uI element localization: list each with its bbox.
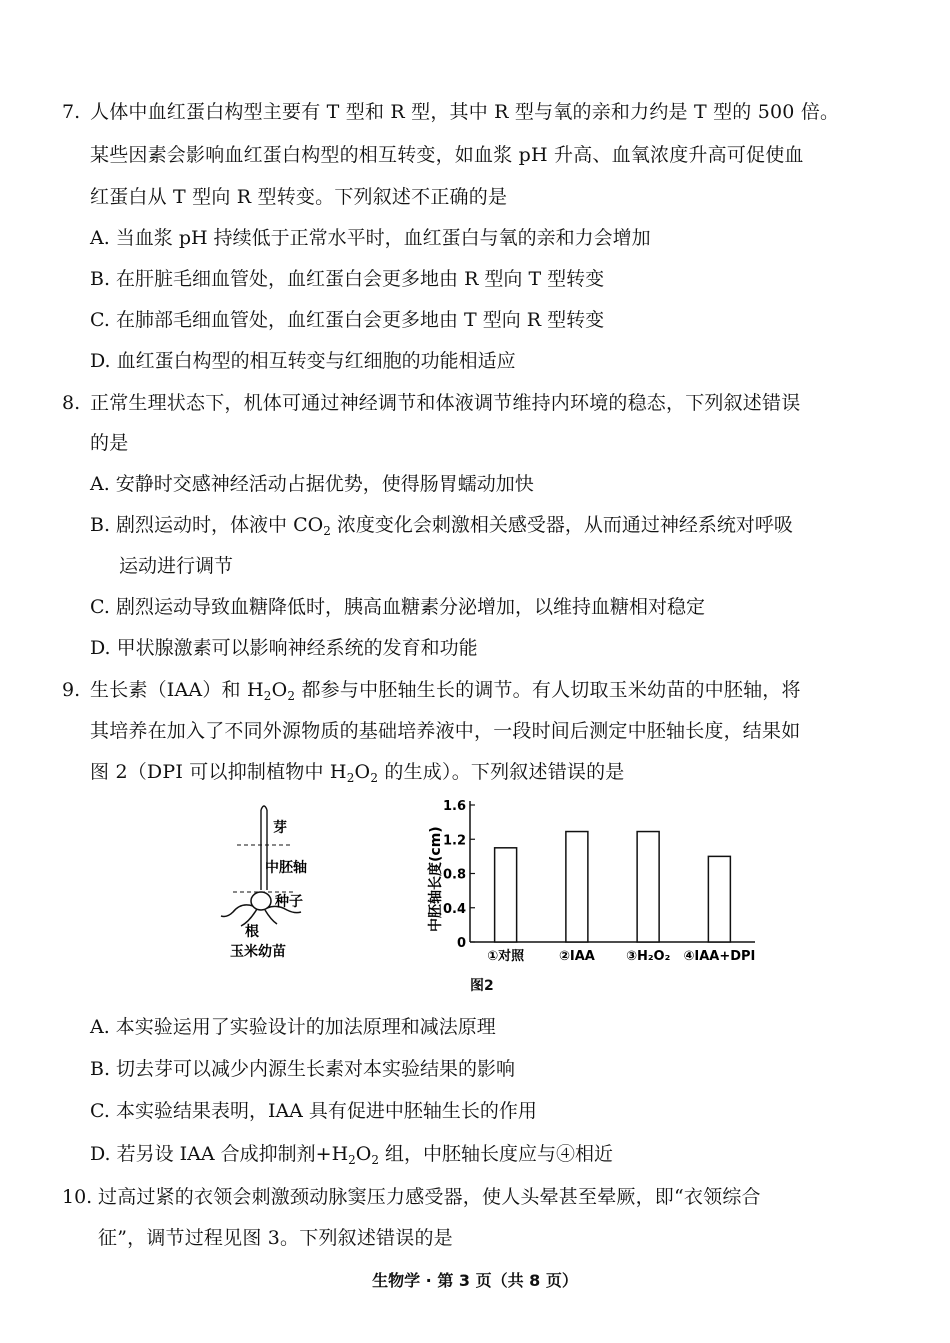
question-10-line-1: 过高过紧的衣领会刺激颈动脉窦压力感受器，使人头晕甚至晕厥，即“衣领综合	[98, 1186, 761, 1208]
question-10-number: 10.	[62, 1186, 93, 1208]
y-axis-title: 中胚轴长度(cm)	[428, 826, 444, 932]
question-9-option-d: D. 若另设 IAA 合成抑制剂$+H_2O_2$ 组，中胚轴长度应与④相近	[90, 1143, 614, 1167]
question-9-option-a: A. 本实验运用了实验设计的加法原理和减法原理	[90, 1016, 496, 1038]
question-9-line-3: 图 2（DPI 可以抑制植物中 $H_2O_2$ 的生成）。下列叙述错误的是	[90, 761, 625, 785]
bud-label: 芽	[273, 820, 287, 836]
question-10-line-2: 征”，调节过程见图 3。下列叙述错误的是	[98, 1227, 453, 1249]
y-tick-label: 0	[456, 936, 466, 951]
bar-4	[708, 856, 730, 942]
question-9-line-2: 其培养在加入了不同外源物质的基础培养液中，一段时间后测定中胚轴长度，结果如	[90, 720, 801, 742]
corn-seedling-diagram	[215, 800, 335, 970]
question-7-line-3: 红蛋白从 T 型向 R 型转变。下列叙述不正确的是	[90, 186, 508, 208]
question-9-option-c: C. 本实验结果表明，IAA 具有促进中胚轴生长的作用	[90, 1100, 537, 1122]
root-label: 根	[245, 924, 259, 940]
figure-2-caption: 图2	[470, 978, 494, 994]
mesocotyl-length-bar-chart	[418, 792, 768, 992]
question-8-number: 8.	[62, 392, 81, 414]
question-7-number: 7.	[62, 101, 81, 123]
page-footer: 生物学 · 第 3 页（共 8 页）	[372, 1271, 578, 1290]
chart-bars	[495, 832, 731, 942]
seed-label: 种子	[275, 894, 303, 910]
bar-3	[637, 832, 659, 942]
category-label-1: ①对照	[487, 949, 525, 964]
question-7-option-d: D. 血红蛋白构型的相互转变与红细胞的功能相适应	[90, 350, 516, 372]
y-tick-label: 1.6	[442, 799, 466, 814]
bar-2	[566, 832, 588, 942]
question-8-option-c: C. 剧烈运动导致血糖降低时，胰高血糖素分泌增加，以维持血糖相对稳定	[90, 596, 705, 618]
question-7-option-b: B. 在肝脏毛细血管处，血红蛋白会更多地由 R 型向 T 型转变	[90, 268, 605, 290]
category-label-3: ③H₂O₂	[625, 949, 671, 964]
question-8-option-a: A. 安静时交感神经活动占据优势，使得肠胃蠕动加快	[90, 473, 534, 495]
question-9-option-b: B. 切去芽可以减少内源生长素对本实验结果的影响	[90, 1058, 516, 1080]
question-7-line-2: 某些因素会影响血红蛋白构型的相互转变，如血浆 pH 升高、血氧浓度升高可促使血	[90, 144, 804, 166]
category-label-2: ②IAA	[558, 949, 595, 964]
question-7-option-a: A. 当血浆 pH 持续低于正常水平时，血红蛋白与氧的亲和力会增加	[90, 227, 651, 249]
question-8-option-b-continued: 运动进行调节	[119, 555, 234, 577]
question-8-option-d: D. 甲状腺激素可以影响神经系统的发育和功能	[90, 637, 478, 659]
seedling-caption: 玉米幼苗	[230, 944, 286, 960]
mesocotyl-label: 中胚轴	[265, 860, 307, 876]
question-8-option-b: B. 剧烈运动时，体液中 $CO_2$ 浓度变化会刺激相关感受器，从而通过神经系统对呼吸	[90, 514, 793, 538]
question-8-line-1: 正常生理状态下，机体可通过神经调节和体液调节维持内环境的稳态，下列叙述错误	[90, 392, 801, 414]
y-tick-label: 1.2	[442, 833, 466, 849]
question-9-line-1: 生长素（IAA）和 $H_2O_2$ 都参与中胚轴生长的调节。有人切取玉米幼苗的中胚轴，将	[90, 679, 801, 703]
question-7-line-1: 人体中血红蛋白构型主要有 T 型和 R 型，其中 R 型与氧的亲和力约是 T 型的 500 倍。	[90, 101, 840, 123]
y-tick-label: 0.4	[442, 901, 466, 917]
y-tick-label: 0.8	[442, 867, 466, 883]
chart-category-labels	[487, 948, 755, 964]
question-7-option-c: C. 在肺部毛细血管处，血红蛋白会更多地由 T 型向 R 型转变	[90, 309, 605, 331]
bar-1	[495, 848, 517, 942]
question-8-line-2: 的是	[90, 432, 129, 454]
category-label-4: ④IAA+DPI	[683, 949, 756, 964]
question-9-number: 9.	[62, 679, 81, 701]
